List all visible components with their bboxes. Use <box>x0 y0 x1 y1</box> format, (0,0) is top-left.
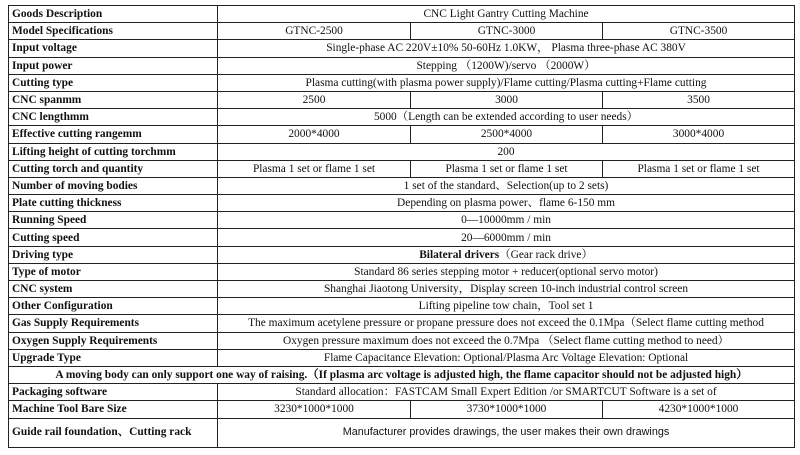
other-configuration-label: Other Configuration <box>9 298 218 315</box>
input-power-label: Input power <box>9 57 218 74</box>
model-3500: GTNC-3500 <box>603 23 795 40</box>
cutting-type-value: Plasma cutting(with plasma power supply)/Flame cutting/Plasma cutting+Flame cutting <box>218 74 795 91</box>
row-packaging-software <box>9 384 795 401</box>
upgrade-type-value: Flame Capacitance Elevation: Optional/Plasma Arc Voltage Elevation: Optional <box>218 349 795 366</box>
packaging-software-label: Packaging software <box>9 384 218 401</box>
row-cnc-length <box>9 109 795 126</box>
input-power-value: Stepping （1200W)/servo （2000W） <box>218 57 795 74</box>
row-oxygen-supply <box>9 332 795 349</box>
row-cnc-system <box>9 281 795 298</box>
row-moving-bodies <box>9 177 795 194</box>
cutting-type-label: Cutting type <box>9 74 218 91</box>
row-gas-supply <box>9 315 795 332</box>
motor-type-value: Standard 86 series stepping motor + reducer(optional servo motor) <box>218 263 795 280</box>
cutting-torch-3500: Plasma 1 set or flame 1 set <box>603 160 795 177</box>
row-other-configuration <box>9 298 795 315</box>
row-motor-type <box>9 263 795 280</box>
cnc-length-label: CNC lengthmm <box>9 109 218 126</box>
spec-sheet <box>8 5 794 448</box>
row-cutting-speed <box>9 229 795 246</box>
gas-supply-value: The maximum acetylene pressure or propane pressure does not exceed the 0.1Mpa（Select flame cutting method <box>218 315 795 332</box>
row-upgrade-type <box>9 349 795 366</box>
row-effective-cutting-range <box>9 126 795 143</box>
model-specifications-label: Model Specifications <box>9 23 218 40</box>
bare-size-label: Machine Tool Bare Size <box>9 401 218 418</box>
motor-type-label: Type of motor <box>9 263 218 280</box>
effective-range-3000: 2500*4000 <box>411 126 603 143</box>
row-lifting-height <box>9 143 795 160</box>
guide-rail-label: Guide rail foundation、Cutting rack <box>9 418 218 447</box>
spec-table <box>8 5 795 448</box>
row-cnc-span <box>9 91 795 108</box>
row-input-voltage <box>9 40 795 57</box>
cnc-span-3000: 3000 <box>411 91 603 108</box>
oxygen-supply-value: Oxygen pressure maximum does not exceed the 0.7Mpa （Select flame cutting method to need） <box>218 332 795 349</box>
gas-supply-label: Gas Supply Requirements <box>9 315 218 332</box>
driving-type-detail: （Gear rack drive） <box>499 248 593 261</box>
effective-range-2500: 2000*4000 <box>218 126 411 143</box>
row-goods-description <box>9 6 795 23</box>
row-driving-type <box>9 246 795 263</box>
upgrade-type-label: Upgrade Type <box>9 349 218 366</box>
running-speed-value: 0—10000mm / min <box>218 212 795 229</box>
cutting-speed-label: Cutting speed <box>9 229 218 246</box>
moving-bodies-value: 1 set of the standard、Selection(up to 2 sets) <box>218 177 795 194</box>
cutting-torch-label: Cutting torch and quantity <box>9 160 218 177</box>
driving-type-value <box>218 246 795 263</box>
cnc-system-value: Shanghai Jiaotong University，Display screen 10-inch industrial control screen <box>218 281 795 298</box>
cnc-span-label: CNC spanmm <box>9 91 218 108</box>
row-cutting-type <box>9 74 795 91</box>
cutting-torch-2500: Plasma 1 set or flame 1 set <box>218 160 411 177</box>
lifting-height-value: 200 <box>218 143 795 160</box>
plate-thickness-label: Plate cutting thickness <box>9 195 218 212</box>
row-raising-note <box>9 366 795 383</box>
model-3000: GTNC-3000 <box>411 23 603 40</box>
oxygen-supply-label: Oxygen Supply Requirements <box>9 332 218 349</box>
effective-range-3500: 3000*4000 <box>603 126 795 143</box>
effective-range-label: Effective cutting rangemm <box>9 126 218 143</box>
bare-size-3500: 4230*1000*1000 <box>603 401 795 418</box>
raising-note: A moving body can only support one way of raising.（If plasma arc voltage is adjusted high, the flame capacitor should not be adjusted high） <box>9 366 795 383</box>
input-voltage-label: Input voltage <box>9 40 218 57</box>
row-bare-size <box>9 401 795 418</box>
cnc-length-value: 5000（Length can be extended according to user needs） <box>218 109 795 126</box>
goods-description-value: CNC Light Gantry Cutting Machine <box>218 6 795 23</box>
row-cutting-torch <box>9 160 795 177</box>
goods-description-label: Goods Description <box>9 6 218 23</box>
row-input-power <box>9 57 795 74</box>
cutting-speed-value: 20—6000mm / min <box>218 229 795 246</box>
running-speed-label: Running Speed <box>9 212 218 229</box>
bare-size-2500: 3230*1000*1000 <box>218 401 411 418</box>
packaging-software-value: Standard allocation：FASTCAM Small Expert Edition /or SMARTCUT Software is a set of <box>218 384 795 401</box>
driving-type-label: Driving type <box>9 246 218 263</box>
cnc-span-3500: 3500 <box>603 91 795 108</box>
plate-thickness-value: Depending on plasma power、flame 6-150 mm <box>218 195 795 212</box>
cutting-torch-3000: Plasma 1 set or flame 1 set <box>411 160 603 177</box>
row-model-specifications <box>9 23 795 40</box>
input-voltage-value: Single-phase AC 220V±10% 50-60Hz 1.0KW， Plasma three-phase AC 380V <box>218 40 795 57</box>
bare-size-3000: 3730*1000*1000 <box>411 401 603 418</box>
moving-bodies-label: Number of moving bodies <box>9 177 218 194</box>
row-plate-thickness <box>9 195 795 212</box>
cnc-span-2500: 2500 <box>218 91 411 108</box>
cnc-system-label: CNC system <box>9 281 218 298</box>
driving-type-bold: Bilateral drivers <box>419 248 500 261</box>
other-configuration-value: Lifting pipeline tow chain，Tool set 1 <box>218 298 795 315</box>
row-running-speed <box>9 212 795 229</box>
model-2500: GTNC-2500 <box>218 23 411 40</box>
guide-rail-value: Manufacturer provides drawings, the user makes their own drawings <box>218 418 795 447</box>
lifting-height-label: Lifting height of cutting torchmm <box>9 143 218 160</box>
row-guide-rail <box>9 418 795 447</box>
